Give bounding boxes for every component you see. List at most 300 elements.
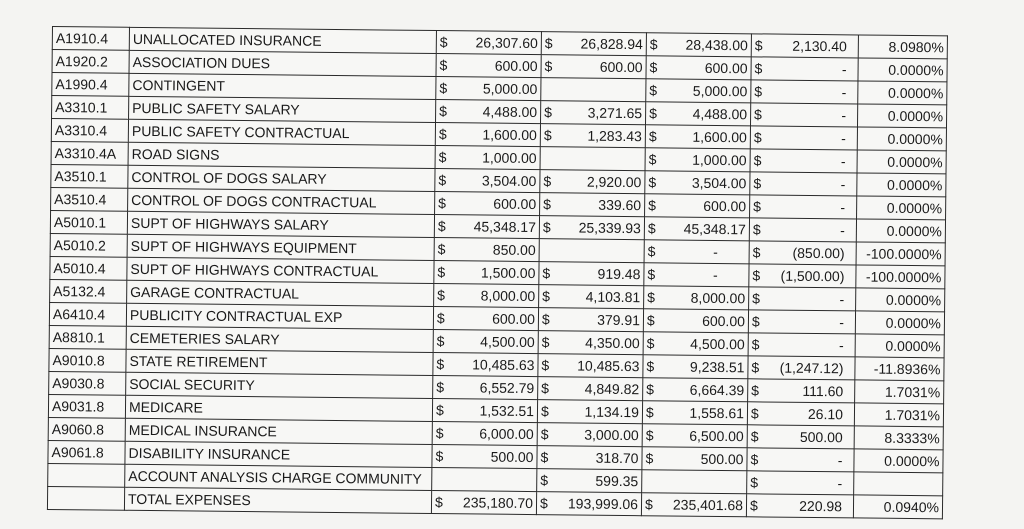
percent-value: 0.0000%: [887, 153, 943, 171]
amount-value-1: 1,000.00: [482, 149, 537, 167]
currency-symbol: $: [753, 129, 762, 146]
currency-symbol: $: [753, 175, 762, 192]
currency-symbol: $: [648, 151, 657, 168]
amount-cell-1: [433, 353, 538, 377]
currency-symbol: $: [751, 359, 760, 376]
account-code-cell: [48, 440, 125, 464]
percent-value: 0.0000%: [888, 61, 944, 79]
amount-value-1: 6,000.00: [479, 425, 534, 443]
variance-value: -: [841, 130, 846, 147]
currency-symbol: $: [439, 34, 448, 51]
percent-cell: [858, 58, 947, 82]
amount-value-3: -: [713, 243, 718, 260]
amount-cell-1: [432, 468, 537, 492]
amount-value-3: 600.00: [702, 312, 746, 330]
currency-symbol: $: [752, 290, 761, 307]
account-code-cell: [49, 302, 126, 326]
currency-symbol: $: [543, 173, 552, 190]
amount-cell-2: [538, 377, 643, 401]
amount-cell-2: [541, 78, 646, 102]
percent-value: 8.0980%: [888, 38, 944, 56]
percent-value: -100.0000%: [866, 245, 942, 263]
percent-value: 0.0000%: [885, 291, 942, 309]
description-cell: [125, 464, 432, 490]
currency-symbol: $: [647, 266, 656, 283]
currency-symbol: $: [648, 128, 657, 145]
amount-cell-2: [538, 331, 643, 355]
percent-cell: [858, 35, 947, 59]
currency-symbol: $: [647, 243, 656, 260]
percent-value: 0.0000%: [887, 107, 944, 125]
amount-cell-2: [537, 400, 642, 424]
account-description: PUBLIC SAFETY SALARY: [132, 99, 300, 118]
currency-symbol: $: [751, 313, 760, 330]
account-code: A5010.1: [53, 214, 107, 231]
amount-cell-3: [642, 401, 747, 425]
account-code: A5010.2: [53, 237, 106, 254]
currency-symbol: $: [542, 265, 551, 282]
expense-sheet: [47, 26, 948, 519]
account-code-cell: [51, 119, 128, 143]
percent-cell: [857, 196, 946, 220]
currency-symbol: $: [649, 36, 658, 53]
amount-cell-1: [436, 77, 541, 101]
amount-cell-2: [540, 147, 645, 171]
description-cell: [129, 50, 436, 76]
account-description: SUPT OF HIGHWAYS EQUIPMENT: [130, 237, 357, 257]
amount-value-3: 28,438.00: [685, 36, 748, 54]
currency-symbol: $: [754, 106, 762, 123]
currency-symbol: $: [438, 195, 447, 212]
variance-value: -: [840, 199, 846, 216]
variance-cell: [749, 218, 856, 242]
amount-value-3: 235,401.68: [672, 496, 744, 514]
description-cell: [129, 27, 436, 53]
amount-value-1: 6,552.79: [479, 379, 535, 397]
account-code-cell: [50, 233, 127, 257]
percent-cell: [854, 426, 943, 450]
currency-symbol: $: [541, 311, 550, 328]
amount-value-3: 600.00: [704, 59, 748, 77]
amount-cell-2: [537, 469, 642, 493]
description-cell: [127, 280, 434, 306]
account-description: ASSOCIATION DUES: [132, 53, 271, 72]
currency-symbol: $: [647, 220, 656, 237]
variance-value: (1,247.12): [779, 359, 844, 377]
percent-cell: [855, 311, 944, 335]
currency-symbol: $: [646, 335, 655, 352]
amount-cell-3: [643, 309, 748, 333]
amount-value-3: 6,664.39: [689, 381, 745, 399]
account-description: CONTROL OF DOGS CONTRACTUAL: [131, 191, 377, 211]
amount-cell-3: [645, 102, 750, 126]
amount-value-2: 10,485.63: [577, 357, 640, 375]
account-description: DISABILITY INSURANCE: [128, 444, 291, 463]
currency-symbol: $: [541, 380, 550, 397]
account-code: A5132.4: [53, 283, 106, 300]
percent-cell: [856, 242, 945, 266]
account-description: CONTROL OF DOGS SALARY: [131, 168, 327, 187]
amount-cell-1: [434, 238, 539, 262]
account-description: SUPT OF HIGHWAYS CONTRACTUAL: [130, 260, 379, 280]
amount-cell-3: [643, 332, 748, 356]
currency-symbol: $: [439, 103, 448, 120]
percent-cell: [856, 288, 945, 312]
currency-symbol: $: [436, 379, 445, 396]
amount-cell-1: [436, 54, 541, 78]
currency-symbol: $: [752, 267, 761, 284]
variance-value: -: [839, 314, 845, 331]
currency-symbol: $: [544, 104, 553, 121]
currency-symbol: $: [437, 218, 446, 235]
description-cell: [128, 165, 435, 191]
account-code: A6410.4: [52, 306, 106, 323]
account-code-cell: [48, 417, 125, 441]
variance-value: 111.60: [802, 382, 844, 400]
amount-cell-1: [436, 100, 541, 124]
amount-cell-2: [541, 32, 646, 56]
account-code: A9060.8: [51, 421, 105, 438]
account-code-cell: [52, 73, 129, 97]
percent-cell: [855, 380, 944, 404]
amount-value-2: 26,828.94: [580, 35, 643, 53]
amount-value-3: 1,558.61: [689, 404, 745, 422]
amount-cell-3: [643, 355, 748, 379]
variance-cell: [751, 80, 858, 104]
amount-value-1: 600.00: [494, 57, 538, 75]
amount-cell-1: [433, 307, 538, 331]
amount-value-3: 5,000.00: [692, 82, 748, 100]
amount-cell-1: [435, 146, 540, 170]
description-cell: [127, 234, 434, 260]
amount-cell-1: [435, 169, 540, 193]
percent-cell: [854, 403, 943, 427]
amount-cell-3: [646, 79, 751, 103]
amount-cell-3: [646, 33, 751, 57]
currency-symbol: $: [647, 289, 656, 306]
percent-cell: [855, 334, 944, 358]
percent-cell: [857, 127, 946, 151]
currency-symbol: $: [646, 381, 655, 398]
account-description: PUBLIC SAFETY CONTRACTUAL: [131, 122, 350, 142]
amount-value-3: 4,488.00: [692, 105, 748, 123]
currency-symbol: $: [543, 196, 552, 213]
amount-value-2: 919.48: [597, 265, 641, 283]
variance-value: -: [841, 61, 847, 78]
currency-symbol: $: [435, 402, 444, 419]
account-code-cell: [47, 486, 124, 510]
percent-cell: [858, 81, 947, 105]
amount-value-2: 318.70: [595, 449, 639, 467]
currency-symbol: $: [752, 221, 761, 238]
account-code-cell: [52, 50, 129, 74]
description-cell: [128, 188, 435, 214]
amount-value-1: 3,504.00: [481, 172, 537, 190]
amount-value-3: 500.00: [700, 450, 744, 468]
account-code: A3510.1: [54, 168, 107, 185]
variance-cell: [748, 379, 855, 403]
amount-cell-1: [431, 491, 536, 515]
account-code-cell: [49, 325, 126, 349]
amount-cell-3: [642, 470, 747, 494]
amount-cell-1: [434, 261, 539, 285]
amount-cell-1: [436, 31, 541, 55]
description-cell: [126, 372, 433, 398]
amount-value-1: 5,000.00: [482, 80, 538, 98]
currency-symbol: $: [438, 149, 447, 166]
percent-value: 0.0000%: [885, 337, 941, 355]
amount-value-3: 6,500.00: [689, 427, 744, 445]
variance-value: 26.10: [807, 405, 844, 423]
currency-symbol: $: [754, 37, 763, 54]
account-code-cell: [50, 210, 127, 234]
currency-symbol: $: [539, 495, 548, 512]
amount-cell-2: [539, 285, 644, 309]
account-code: A1990.4: [55, 76, 108, 93]
amount-cell-2: [538, 308, 643, 332]
account-code-cell: [48, 394, 125, 418]
account-code: A9010.8: [52, 352, 105, 369]
currency-symbol: $: [439, 57, 448, 74]
currency-symbol: $: [540, 472, 549, 489]
account-code-cell: [50, 279, 127, 303]
account-code-cell: [51, 187, 128, 211]
amount-value-1: 600.00: [493, 195, 537, 213]
currency-symbol: $: [543, 127, 552, 144]
amount-value-1: 4,488.00: [482, 103, 538, 121]
amount-value-3: 600.00: [703, 197, 747, 215]
currency-symbol: $: [540, 449, 549, 466]
amount-cell-3: [644, 240, 749, 264]
variance-value: -: [837, 452, 843, 469]
description-cell: [127, 257, 434, 283]
variance-cell: [750, 126, 857, 150]
account-code: A9030.8: [52, 375, 105, 392]
amount-cell-1: [432, 399, 537, 423]
description-cell: [127, 211, 434, 237]
currency-symbol: $: [544, 58, 553, 75]
amount-cell-2: [537, 446, 642, 470]
currency-symbol: $: [436, 310, 445, 327]
percent-cell: [857, 150, 946, 174]
amount-value-2: 1,283.43: [587, 127, 642, 145]
variance-value: 500.00: [799, 428, 843, 446]
account-code-cell: [52, 27, 129, 51]
currency-symbol: $: [648, 197, 657, 214]
description-cell: [125, 418, 432, 444]
amount-value-3: 1,600.00: [692, 128, 747, 146]
amount-cell-1: [434, 284, 539, 308]
account-description: CONTINGENT: [132, 76, 226, 94]
description-cell: [126, 326, 433, 352]
amount-value-1: 1,500.00: [480, 264, 536, 282]
amount-cell-2: [539, 262, 644, 286]
variance-value: -: [840, 153, 846, 170]
amount-value-2: 339.60: [598, 196, 642, 214]
description-cell: [125, 395, 432, 421]
currency-symbol: $: [649, 105, 657, 122]
currency-symbol: $: [436, 333, 445, 350]
amount-cell-3: [641, 493, 746, 517]
variance-value: 220.98: [799, 497, 843, 515]
account-description: MEDICAL INSURANCE: [128, 421, 277, 440]
currency-symbol: $: [750, 428, 759, 445]
currency-symbol: $: [540, 426, 549, 443]
variance-value: (1,500.00): [780, 267, 845, 285]
account-code: A3310.1: [55, 99, 108, 116]
amount-cell-3: [645, 171, 750, 195]
currency-symbol: $: [645, 427, 654, 444]
amount-value-2: 600.00: [599, 58, 643, 76]
description-cell: [126, 349, 433, 375]
variance-cell: [747, 471, 854, 495]
account-description: STATE RETIREMENT: [129, 352, 268, 371]
variance-cell: [749, 264, 856, 288]
currency-symbol: $: [750, 451, 759, 468]
amount-value-3: -: [712, 266, 718, 283]
currency-symbol: $: [750, 474, 759, 491]
account-code-cell: [52, 96, 129, 120]
account-code: A3310.4A: [54, 145, 117, 162]
amount-value-2: 1,134.19: [584, 403, 640, 421]
description-cell: [125, 441, 432, 467]
account-description: UNALLOCATED INSURANCE: [132, 30, 322, 49]
variance-value: -: [840, 222, 845, 239]
percent-cell: [856, 219, 945, 243]
amount-value-2: 4,350.00: [585, 334, 640, 352]
amount-value-2: 599.35: [595, 472, 639, 490]
amount-cell-2: [540, 193, 645, 217]
amount-cell-2: [539, 239, 644, 263]
variance-value: -: [838, 337, 844, 354]
currency-symbol: $: [541, 357, 550, 374]
description-cell: [128, 142, 435, 168]
amount-value-1: 26,307.60: [475, 34, 538, 52]
account-code: A3510.4: [54, 191, 107, 208]
currency-symbol: $: [437, 287, 446, 304]
amount-value-1: 10,485.63: [472, 356, 535, 374]
amount-cell-2: [540, 170, 645, 194]
description-cell: [124, 487, 431, 513]
amount-value-2: 379.91: [597, 311, 641, 329]
variance-cell: [747, 425, 854, 449]
account-code: A1920.2: [55, 53, 108, 70]
amount-cell-1: [432, 422, 537, 446]
variance-value: -: [837, 475, 843, 492]
variance-value: -: [841, 84, 847, 101]
amount-cell-3: [642, 447, 747, 471]
currency-symbol: $: [750, 405, 759, 422]
account-code-cell: [48, 463, 125, 487]
amount-cell-2: [536, 492, 641, 516]
amount-value-1: 600.00: [492, 310, 536, 328]
variance-cell: [750, 195, 857, 219]
description-cell: [128, 119, 435, 145]
currency-symbol: $: [645, 450, 654, 467]
variance-value: -: [840, 176, 846, 193]
variance-cell: [749, 241, 856, 265]
percent-value: 0.0000%: [886, 199, 943, 217]
variance-cell: [751, 34, 858, 58]
currency-symbol: $: [542, 288, 551, 305]
amount-cell-3: [643, 378, 748, 402]
percent-value: 0.0000%: [884, 452, 940, 470]
percent-value: 0.0000%: [887, 84, 944, 102]
account-code: A5010.4: [53, 260, 106, 277]
amount-cell-3: [645, 125, 750, 149]
amount-cell-3: [644, 263, 749, 287]
amount-value-1: 235,180.70: [462, 494, 534, 512]
amount-value-1: 1,532.51: [479, 402, 535, 420]
amount-cell-3: [645, 148, 750, 172]
variance-cell: [748, 310, 855, 334]
currency-symbol: $: [753, 198, 762, 215]
amount-cell-3: [645, 194, 750, 218]
amount-value-3: 8,000.00: [690, 289, 746, 307]
amount-value-3: 4,500.00: [690, 335, 745, 353]
amount-value-1: 850.00: [492, 241, 536, 259]
currency-symbol: $: [645, 404, 654, 421]
variance-cell: [751, 57, 858, 81]
percent-cell: [853, 495, 942, 519]
amount-value-3: 3,504.00: [691, 174, 747, 192]
currency-symbol: $: [436, 356, 445, 373]
variance-value: -: [839, 291, 845, 308]
description-cell: [129, 96, 436, 122]
amount-value-1: 4,500.00: [480, 333, 535, 351]
variance-cell: [746, 494, 853, 518]
currency-symbol: $: [751, 382, 760, 399]
percent-value: -11.8936%: [873, 360, 941, 378]
amount-cell-3: [644, 286, 749, 310]
amount-value-2: 4,849.82: [584, 380, 640, 398]
account-description: MEDICARE: [128, 398, 204, 416]
currency-symbol: $: [542, 219, 551, 236]
currency-symbol: $: [540, 403, 549, 420]
account-description: SUPT OF HIGHWAYS SALARY: [130, 214, 329, 233]
account-description: ROAD SIGNS: [131, 145, 220, 163]
description-cell: [129, 73, 436, 99]
currency-symbol: $: [649, 59, 658, 76]
variance-cell: [748, 333, 855, 357]
percent-value: 8.3333%: [884, 429, 940, 447]
percent-cell: [857, 104, 946, 128]
variance-value: -: [841, 107, 847, 124]
description-cell: [126, 303, 433, 329]
amount-cell-2: [541, 55, 646, 79]
percent-value: 0.0000%: [886, 222, 942, 240]
percent-value: 1.7031%: [884, 406, 941, 424]
amount-value-1: 8,000.00: [480, 287, 536, 305]
currency-symbol: $: [435, 425, 444, 442]
percent-cell: [857, 173, 946, 197]
variance-cell: [748, 356, 855, 380]
amount-value-1: 45,348.17: [473, 218, 537, 236]
currency-symbol: $: [646, 358, 655, 375]
account-code: A9061.8: [51, 444, 104, 461]
percent-cell: [854, 472, 943, 496]
currency-symbol: $: [749, 497, 758, 514]
account-code-cell: [49, 348, 126, 372]
variance-cell: [750, 149, 857, 173]
currency-symbol: $: [751, 336, 760, 353]
account-description: TOTAL EXPENSES: [127, 490, 251, 509]
amount-value-2: 3,271.65: [587, 104, 643, 122]
percent-value: 0.0000%: [885, 314, 942, 332]
amount-value-2: 2,920.00: [586, 173, 642, 191]
amount-cell-1: [435, 192, 540, 216]
variance-cell: [750, 103, 857, 127]
